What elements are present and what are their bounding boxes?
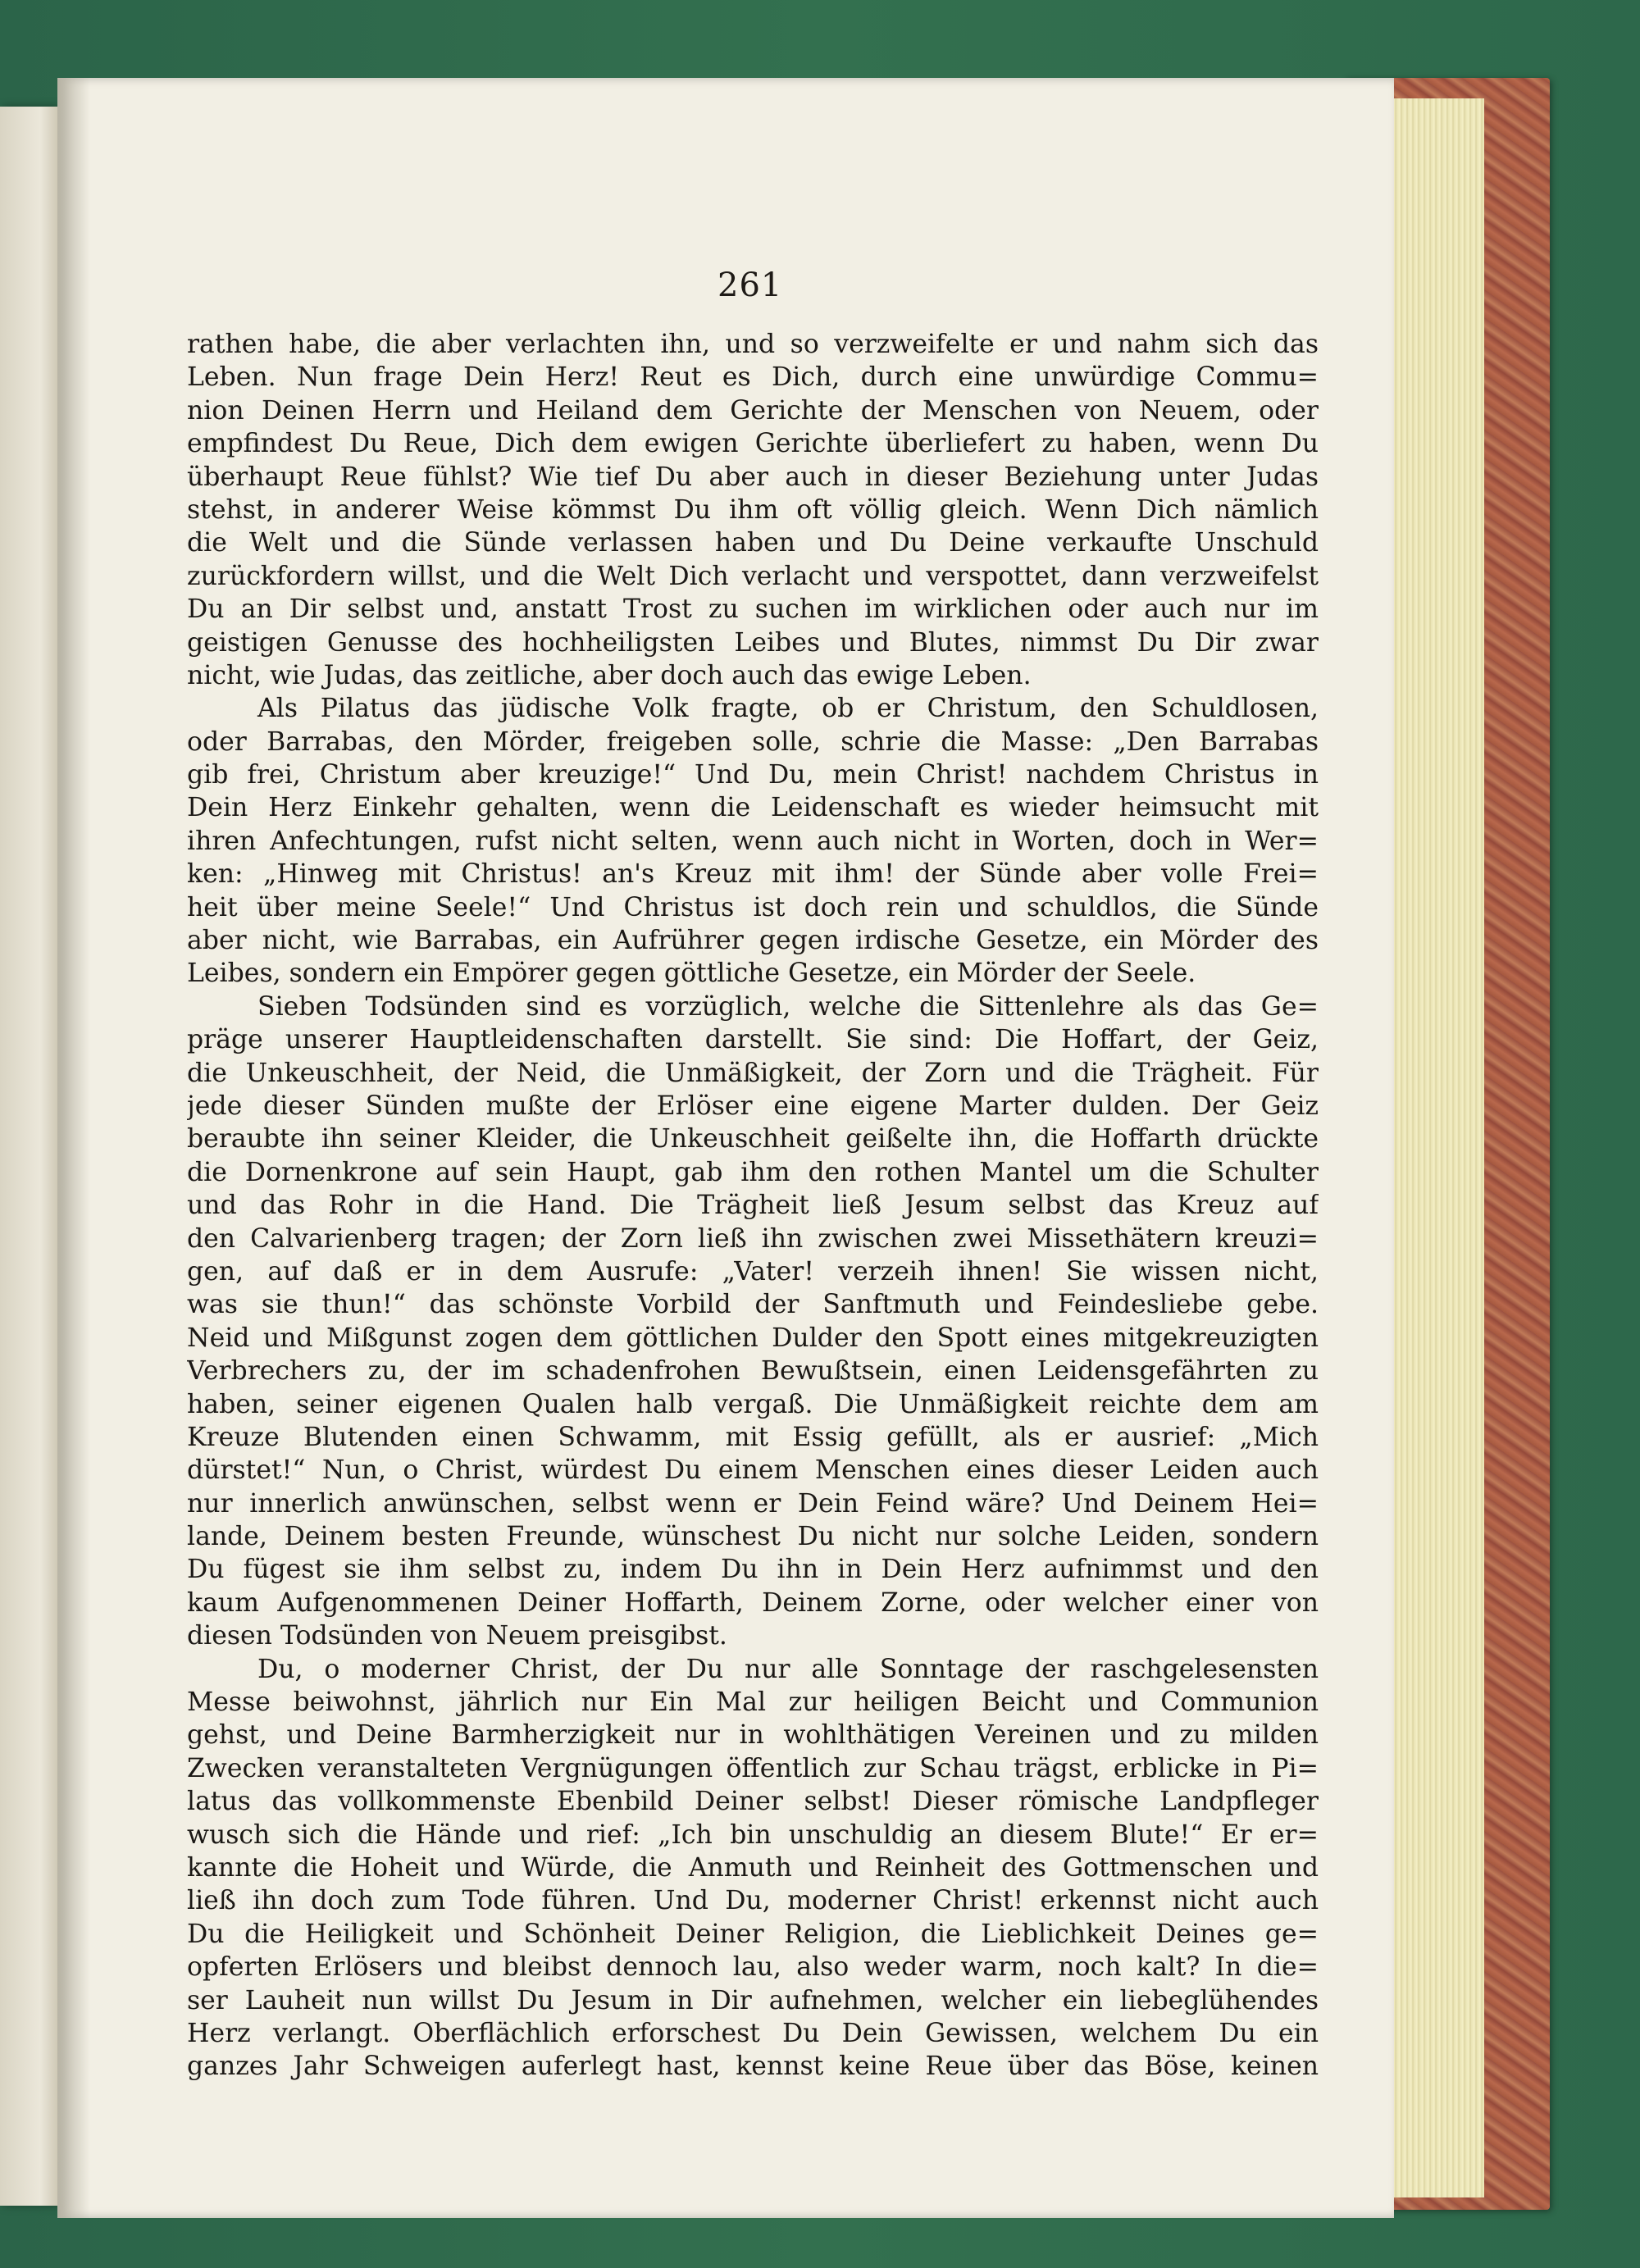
- book-page: [57, 78, 1394, 2218]
- text-line: [187, 394, 1319, 427]
- text-line: [187, 1255, 1319, 1288]
- text-line: [187, 1819, 1319, 1851]
- text-line: [187, 1520, 1319, 1553]
- text-line: [187, 1785, 1319, 1818]
- text-line-content: Messe beiwohnst, jährlich nur Ein Mal zur heiligen Beicht und Communion: [187, 1687, 1319, 1718]
- text-line-content: präge unserer Hauptleidenschaften darstellt. Sie sind: Die Hoffart, der Geiz,: [187, 1025, 1319, 1055]
- text-line: [187, 791, 1319, 824]
- text-line-content: nur innerlich anwünschen, selbst wenn er Dein Feind wäre? Und Deinem Hei=: [187, 1488, 1319, 1519]
- text-line-content: beraubte ihn seiner Kleider, die Unkeuschheit geißelte ihn, die Hoffarth drückte: [187, 1124, 1319, 1154]
- text-line-content: die Welt und die Sünde verlassen haben und Du Deine verkaufte Unschuld: [187, 528, 1319, 558]
- text-line: [187, 328, 1319, 361]
- text-line: [187, 1884, 1319, 1917]
- text-line-content: ser Lauheit nun willst Du Jesum in Dir aufnehmen, welcher ein liebeglühendes: [187, 1985, 1319, 2015]
- text-line-content: ihren Anfechtungen, rufst nicht selten, wenn auch nicht in Worten, doch in Wer=: [187, 826, 1319, 856]
- text-line: [187, 1984, 1319, 2017]
- text-line: [187, 1156, 1319, 1189]
- text-line: [187, 526, 1319, 559]
- text-line: [187, 1090, 1319, 1123]
- text-line: [187, 1454, 1319, 1487]
- text-line: [187, 1189, 1319, 1222]
- text-line-content: opferten Erlösers und bleibst dennoch lau, also weder warm, noch kalt? In die=: [187, 1952, 1319, 1983]
- text-line-content: überhaupt Reue fühlst? Wie tief Du aber auch in dieser Beziehung unter Judas: [187, 462, 1319, 492]
- text-line-content: empfindest Du Reue, Dich dem ewigen Gerichte überliefert zu haben, wenn Du: [187, 429, 1319, 459]
- text-line: [187, 1918, 1319, 1951]
- text-line-content: geistigen Genusse des hochheiligsten Leibes und Blutes, nimmst Du Dir zwar: [187, 627, 1319, 658]
- text-line-content: kaum Aufgenommenen Deiner Hoffarth, Deinem Zorne, oder welcher einer von: [187, 1587, 1319, 1618]
- text-line: [187, 427, 1319, 460]
- text-line-content: heit über meine Seele!“ Und Christus ist doch rein und schuldlos, die Sünde: [187, 892, 1319, 922]
- text-line-content: ließ ihn doch zum Tode führen. Und Du, moderner Christ! erkennst nicht auch: [187, 1886, 1319, 1916]
- text-line-content: Du, o moderner Christ, der Du nur alle Sonntage der raschgelesensten: [257, 1654, 1319, 1684]
- text-line: [187, 1752, 1319, 1785]
- text-line-content: Zwecken veranstalteten Vergnügungen öffentlich zur Schau trägst, erblicke in Pi=: [187, 1753, 1319, 1783]
- text-line-content: dürstet!“ Nun, o Christ, würdest Du einem Menschen eines dieser Leiden auch: [187, 1455, 1319, 1486]
- text-line-content: haben, seiner eigenen Qualen halb vergaß. Die Unmäßigkeit reichte dem am: [187, 1389, 1319, 1419]
- page-number: 261: [718, 266, 783, 304]
- text-line: [187, 891, 1319, 924]
- text-line: [187, 1619, 1319, 1652]
- text-line: [187, 1587, 1319, 1619]
- text-line-content: rathen habe, die aber verlachten ihn, und so verzweifelte er und nahm sich das: [187, 330, 1319, 359]
- text-line-content: zurückfordern willst, und die Welt Dich verlacht und verspottet, dann verzweifelst: [187, 561, 1319, 591]
- text-line-content: Du die Heiligkeit und Schönheit Deiner Religion, die Lieblichkeit Deines ge=: [187, 1919, 1319, 1949]
- text-line: [187, 659, 1319, 692]
- text-line-content: oder Barrabas, den Mörder, freigeben solle, schrie die Masse: „Den Barrabas: [187, 726, 1319, 757]
- text-line-content: stehst, in anderer Weise kömmst Du ihm oft völlig gleich. Wenn Dich nämlich: [187, 494, 1319, 525]
- text-line-content: Leben. Nun frage Dein Herz! Reut es Dich, durch eine unwürdige Commu=: [187, 362, 1319, 393]
- text-line: [187, 1355, 1319, 1387]
- text-line: [187, 1421, 1319, 1454]
- body-text: [187, 328, 1319, 2084]
- text-line: [187, 2050, 1319, 2083]
- text-line-content: Du fügest sie ihm selbst zu, indem Du ihn in Dein Herz aufnimmst und den: [187, 1555, 1319, 1585]
- text-line: [187, 1123, 1319, 1155]
- text-line: [187, 692, 1319, 725]
- facing-page-edge: [0, 107, 57, 2206]
- page-edges: [1386, 98, 1484, 2197]
- text-line: [187, 560, 1319, 593]
- text-line: [187, 1223, 1319, 1255]
- text-line: [187, 1487, 1319, 1520]
- text-line-content: nion Deinen Herrn und Heiland dem Gerichte der Menschen von Neuem, oder: [187, 395, 1319, 426]
- text-line: [187, 461, 1319, 494]
- text-line-content: Als Pilatus das jüdische Volk fragte, ob er Christum, den Schuldlosen,: [257, 694, 1319, 724]
- text-line-content: aber nicht, wie Barrabas, ein Aufrührer gegen irdische Gesetze, ein Mörder des: [187, 926, 1319, 956]
- text-line: [187, 2017, 1319, 2050]
- text-line-content: gen, auf daß er in dem Ausrufe: „Vater! verzeih ihnen! Sie wissen nicht,: [187, 1256, 1319, 1287]
- text-line: [187, 1553, 1319, 1586]
- text-line-content: ganzes Jahr Schweigen auferlegt hast, kennst keine Reue über das Böse, keinen: [187, 2052, 1319, 2082]
- text-line: [187, 1851, 1319, 1884]
- text-line-content: latus das vollkommenste Ebenbild Deiner selbst! Dieser römische Landpfleger: [187, 1787, 1319, 1817]
- text-line: [187, 1653, 1319, 1686]
- page-gutter: [57, 78, 90, 2218]
- text-line: [187, 825, 1319, 858]
- text-line: [187, 626, 1319, 659]
- text-line-content: Neid und Mißgunst zogen dem göttlichen Dulder den Spott eines mitgekreuzigten: [187, 1323, 1319, 1353]
- text-line-content: lande, Deinem besten Freunde, wünschest Du nicht nur solche Leiden, sondern: [187, 1522, 1319, 1552]
- text-line: [187, 1288, 1319, 1321]
- text-line-content: und das Rohr in die Hand. Die Trägheit ließ Jesum selbst das Kreuz auf: [187, 1191, 1319, 1221]
- text-line-content: Du an Dir selbst und, anstatt Trost zu suchen im wirklichen oder auch nur im: [187, 594, 1319, 625]
- text-line: [187, 1388, 1319, 1421]
- text-line-content: ken: „Hinweg mit Christus! an's Kreuz mit ihm! der Sünde aber volle Frei=: [187, 859, 1319, 890]
- text-line: [187, 957, 1319, 990]
- text-line: [187, 1951, 1319, 1983]
- text-line-content: die Dornenkrone auf sein Haupt, gab ihm den rothen Mantel um die Schulter: [187, 1157, 1319, 1187]
- text-line: [187, 924, 1319, 957]
- text-line-content: nicht, wie Judas, das zeitliche, aber doch auch das ewige Leben.: [187, 660, 1032, 690]
- text-line-content: Sieben Todsünden sind es vorzüglich, welche die Sittenlehre als das Ge=: [257, 991, 1319, 1022]
- text-line: [187, 494, 1319, 526]
- text-line-content: wusch sich die Hände und rief: „Ich bin unschuldig an diesem Blute!“ Er er=: [187, 1819, 1319, 1850]
- text-line: [187, 758, 1319, 791]
- text-line-content: was sie thun!“ das schönste Vorbild der Sanftmuth und Feindesliebe gebe.: [187, 1290, 1319, 1320]
- text-line: [187, 593, 1319, 626]
- text-line: [187, 1023, 1319, 1056]
- text-line-content: die Unkeuschheit, der Neid, die Unmäßigkeit, der Zorn und die Trägheit. Für: [187, 1058, 1319, 1088]
- text-line: [187, 1719, 1319, 1751]
- text-line-content: Leibes, sondern ein Empörer gegen göttliche Gesetze, ein Mörder der Seele.: [187, 959, 1196, 989]
- text-line: [187, 361, 1319, 394]
- text-line-content: den Calvarienberg tragen; der Zorn ließ ihn zwischen zwei Missethätern kreuzi=: [187, 1223, 1319, 1254]
- text-line: [187, 1057, 1319, 1090]
- text-line-content: gib frei, Christum aber kreuzige!“ Und Du, mein Christ! nachdem Christus in: [187, 760, 1319, 790]
- text-line: [187, 991, 1319, 1023]
- text-line-content: Dein Herz Einkehr gehalten, wenn die Leidenschaft es wieder heimsucht mit: [187, 793, 1319, 823]
- text-line: [187, 858, 1319, 890]
- text-line-content: gehst, und Deine Barmherzigkeit nur in wohlthätigen Vereinen und zu milden: [187, 1720, 1319, 1751]
- text-line-content: diesen Todsünden von Neuem preisgibst.: [187, 1621, 727, 1651]
- text-line-content: kannte die Hoheit und Würde, die Anmuth und Reinheit des Gottmenschen und: [187, 1852, 1319, 1883]
- text-line: [187, 1686, 1319, 1719]
- text-line-content: Herz verlangt. Oberflächlich erforschest Du Dein Gewissen, welchem Du ein: [187, 2018, 1319, 2048]
- text-line-content: Kreuze Blutenden einen Schwamm, mit Essig gefüllt, als er ausrief: „Mich: [187, 1422, 1319, 1452]
- text-line: [187, 1322, 1319, 1355]
- text-line-content: Verbrechers zu, der im schadenfrohen Bewußtsein, einen Leidensgefährten zu: [187, 1356, 1319, 1387]
- text-line-content: jede dieser Sünden mußte der Erlöser eine eigene Marter dulden. Der Geiz: [187, 1091, 1319, 1121]
- text-line: [187, 726, 1319, 758]
